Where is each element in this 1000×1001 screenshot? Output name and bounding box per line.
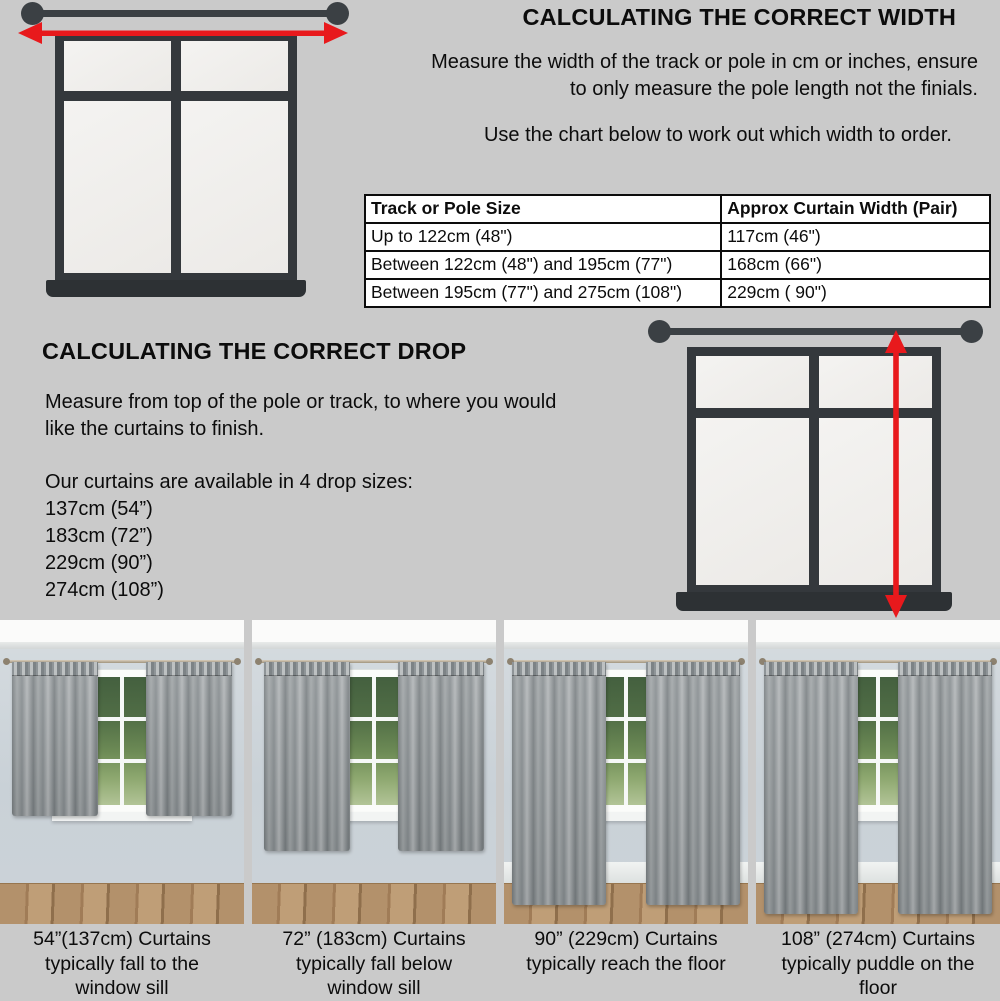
table-row	[365, 223, 990, 251]
drop-size-item: 274cm (108”)	[45, 579, 164, 601]
photo-curtains-54in	[0, 620, 244, 924]
use-chart-line: Use the chart below to work out which width to order.	[483, 124, 952, 146]
caption-text: 54”(137cm) Curtains typically fall to the window sill	[33, 928, 211, 999]
photo-caption-90in	[504, 927, 748, 976]
photo-caption-54in	[0, 927, 244, 1001]
curtain-right	[646, 662, 740, 905]
photo-caption-72in	[252, 927, 496, 1001]
window-muntin	[876, 677, 880, 805]
drop-instructions-line2: like the curtains to finish.	[45, 418, 264, 440]
crown-molding	[252, 642, 496, 649]
table-header-curtain-width: Approx Curtain Width (Pair)	[721, 195, 990, 223]
caption-text: 72” (183cm) Curtains typically fall below window sill	[282, 928, 466, 999]
curtain-left	[12, 662, 98, 816]
window-pane	[181, 41, 288, 91]
table-row	[365, 279, 990, 307]
photo-curtains-108in	[756, 620, 1000, 924]
drop-measure-arrow-icon	[881, 330, 911, 618]
window-pane	[64, 101, 171, 273]
drop-size-item: 137cm (54”)	[45, 498, 153, 520]
window-sill	[46, 280, 306, 297]
window-pane	[819, 356, 932, 408]
caption-text: 108” (274cm) Curtains typically puddle on the floor	[781, 928, 975, 999]
curtain-left	[512, 662, 606, 905]
width-section-title: CALCULATING THE CORRECT WIDTH	[522, 4, 956, 30]
width-instructions-line1: Measure the width of the track or pole in cm or inches, ensure	[431, 51, 978, 73]
table-cell: 168cm (66")	[721, 251, 990, 279]
ceiling	[756, 620, 1000, 642]
wood-floor	[252, 883, 496, 924]
table-row	[365, 251, 990, 279]
curtain-left	[264, 662, 350, 851]
curtain-left	[764, 662, 858, 914]
window-muntin	[120, 677, 124, 805]
crown-molding	[0, 642, 244, 649]
window-illustration-width	[55, 32, 297, 282]
table-cell: Between 195cm (77") and 275cm (108")	[365, 279, 721, 307]
curtain-pole	[659, 328, 971, 335]
window-pane	[696, 418, 809, 585]
drop-sizes-intro: Our curtains are available in 4 drop sizes:	[45, 471, 413, 493]
table-cell: Between 122cm (48") and 195cm (77")	[365, 251, 721, 279]
ceiling	[252, 620, 496, 642]
pole-finial-left	[648, 320, 671, 343]
curtain-right	[398, 662, 484, 851]
width-measure-arrow-icon	[18, 20, 348, 46]
ceiling	[0, 620, 244, 642]
drop-instructions-line1: Measure from top of the pole or track, to where you would	[45, 391, 557, 413]
drop-size-item: 183cm (72”)	[45, 525, 153, 547]
window-pane	[819, 418, 932, 585]
ceiling	[504, 620, 748, 642]
wood-floor	[0, 883, 244, 924]
crown-molding	[504, 642, 748, 649]
pole-finial-right	[960, 320, 983, 343]
width-instructions-line2: to only measure the pole length not the finials.	[569, 78, 978, 100]
table-cell: 117cm (46")	[721, 223, 990, 251]
table-cell: Up to 122cm (48")	[365, 223, 721, 251]
photo-caption-108in	[756, 927, 1000, 1001]
size-table	[364, 194, 991, 308]
window-pane	[64, 41, 171, 91]
photo-curtains-90in	[504, 620, 748, 924]
window-muntin	[624, 677, 628, 805]
photo-curtains-72in	[252, 620, 496, 924]
table-header-row	[365, 195, 990, 223]
table-cell: 229cm ( 90")	[721, 279, 990, 307]
table-header-pole-size: Track or Pole Size	[365, 195, 721, 223]
window-pane	[696, 356, 809, 408]
curtain-pole	[33, 10, 337, 17]
window-muntin	[372, 677, 376, 805]
drop-section-title: CALCULATING THE CORRECT DROP	[42, 338, 467, 364]
window-pane	[181, 101, 288, 273]
crown-molding	[756, 642, 1000, 649]
curtain-right	[898, 662, 992, 914]
curtain-right	[146, 662, 232, 816]
caption-text: 90” (229cm) Curtains typically reach the floor	[526, 928, 726, 975]
drop-size-item: 229cm (90”)	[45, 552, 153, 574]
